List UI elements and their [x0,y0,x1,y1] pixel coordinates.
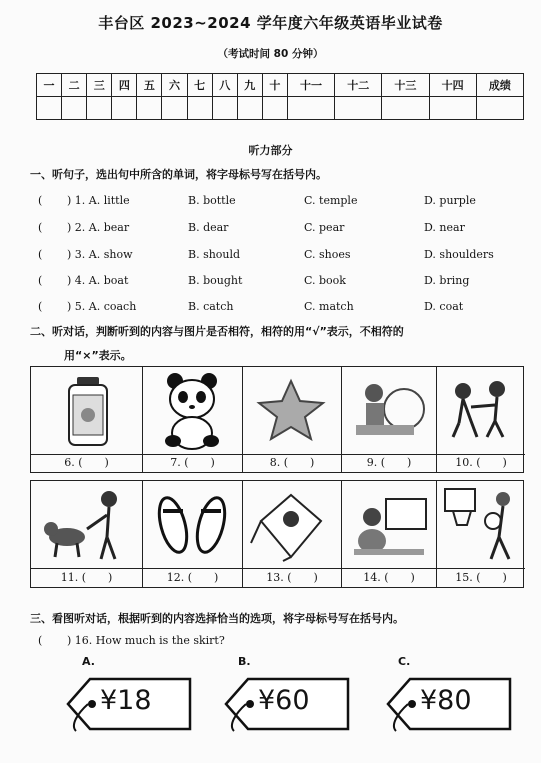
score-cell[interactable] [476,97,523,120]
boy-reading-icon [342,367,436,455]
score-header: 八 [212,74,237,97]
score-cell[interactable] [237,97,262,120]
question-row-5 [30,300,530,318]
score-cell[interactable] [212,97,237,120]
picture-cell-15 [437,481,525,587]
option-a: ) 2. A. bear [67,221,130,234]
score-header: 四 [112,74,137,97]
score-cell[interactable] [429,97,476,120]
score-header: 五 [137,74,162,97]
score-cell[interactable] [137,97,162,120]
answer-paren[interactable]: ( [38,300,43,313]
picture-cell-13 [243,481,342,587]
bottle-icon [31,367,142,455]
picture-grid-row1 [30,366,524,473]
option-b: B. bought [188,274,243,287]
exam-title: 丰台区 2023~2024 学年度六年级英语毕业试卷 [98,14,443,32]
item-label[interactable]: 11. ( ) [60,571,113,584]
listening-section-title: 听力部分 [248,144,293,157]
score-header: 十 [262,74,287,97]
question-row-3 [30,248,530,266]
option-c: C. temple [304,194,358,207]
question-row-16 [30,634,530,652]
part2-heading-line1: 二、听对话，判断听到的内容与图片是否相符，相符的用“√”表示，不相符的 [30,325,404,338]
item-label[interactable]: 9. ( ) [366,456,412,469]
score-cell[interactable] [382,97,429,120]
score-table-input-row [37,97,524,120]
picture-cell-10 [437,367,525,472]
option-d: D. shoulders [424,248,494,261]
item-label[interactable]: 12. ( ) [166,571,219,584]
price-value: ¥18 [100,685,152,716]
price-tag-c[interactable] [384,673,514,735]
item-label[interactable]: 15. ( ) [455,571,507,584]
option-c: C. pear [304,221,345,234]
part3-heading: 三、看图听对话，根据听到的内容选择恰当的选项，将字母标号写在括号内。 [30,612,404,625]
option-letter-c: C. [398,655,411,668]
score-cell[interactable] [37,97,62,120]
picture-cell-9 [342,367,437,472]
panda-icon [143,367,242,455]
score-cell[interactable] [112,97,137,120]
option-d: D. near [424,221,465,234]
item-label[interactable]: 14. ( ) [363,571,415,584]
price-value: ¥60 [258,685,310,716]
score-header: 六 [162,74,187,97]
option-a: ) 1. A. little [67,194,130,207]
part1-heading: 一、听句子，选出句中所含的单词，将字母标号写在括号内。 [30,168,327,181]
answer-paren[interactable]: ( [38,634,43,647]
option-b: B. catch [188,300,234,313]
option-d: D. coat [424,300,464,313]
score-header: 九 [237,74,262,97]
children-playing-icon [437,367,525,455]
score-cell[interactable] [87,97,112,120]
score-cell[interactable] [187,97,212,120]
score-header: 二 [62,74,87,97]
picture-cell-6 [31,367,143,472]
score-cell[interactable] [335,97,382,120]
answer-paren[interactable]: ( [38,248,43,261]
basketball-icon [437,481,525,569]
price-tag-a[interactable] [64,673,194,735]
option-c: C. match [304,300,354,313]
item-label[interactable]: 10. ( ) [455,456,507,469]
item-label[interactable]: 7. ( ) [170,456,215,469]
option-d: D. purple [424,194,476,207]
option-b: B. dear [188,221,229,234]
question-row-1 [30,194,530,212]
score-header: 十四 [429,74,476,97]
picture-cell-8 [243,367,342,472]
score-cell[interactable] [262,97,287,120]
item-label[interactable]: 6. ( ) [64,456,109,469]
score-cell[interactable] [162,97,187,120]
score-header: 一 [37,74,62,97]
answer-paren[interactable]: ( [38,274,43,287]
picture-cell-12 [143,481,243,587]
picture-grid-row2 [30,480,524,588]
question-row-4 [30,274,530,292]
option-letter-b: B. [238,655,251,668]
picture-cell-14 [342,481,437,587]
answer-paren[interactable]: ( [38,194,43,207]
option-d: D. bring [424,274,470,287]
question-text: ) 16. How much is the skirt? [67,634,225,647]
option-a: ) 5. A. coach [67,300,137,313]
picture-cell-11 [31,481,143,587]
option-letter-a: A. [82,655,95,668]
part2-heading-line2: 用“×”表示。 [64,349,132,362]
question-row-2 [30,221,530,239]
answer-paren[interactable]: ( [38,221,43,234]
option-a: ) 3. A. show [67,248,133,261]
sandals-icon [143,481,242,569]
option-b: B. should [188,248,241,261]
score-header: 三 [87,74,112,97]
item-label[interactable]: 8. ( ) [269,456,315,469]
score-cell[interactable] [287,97,334,120]
price-value: ¥80 [420,685,472,716]
option-c: C. shoes [304,248,351,261]
picture-cell-7 [143,367,243,472]
exam-duration: （考试时间 80 分钟） [217,48,324,60]
kite-icon [243,481,341,569]
score-table [36,73,524,120]
item-label[interactable]: 13. ( ) [266,571,318,584]
score-header: 十三 [382,74,429,97]
option-b: B. bottle [188,194,236,207]
score-header: 七 [187,74,212,97]
score-header: 十一 [287,74,334,97]
score-cell[interactable] [62,97,87,120]
score-header: 十二 [335,74,382,97]
boy-drawing-icon [342,481,436,569]
starfish-icon [243,367,341,455]
girl-walking-dog-icon [31,481,142,569]
score-table-header-row [37,74,524,97]
price-tag-b[interactable] [222,673,352,735]
option-c: C. book [304,274,346,287]
score-header: 成绩 [476,74,523,97]
option-a: ) 4. A. boat [67,274,129,287]
